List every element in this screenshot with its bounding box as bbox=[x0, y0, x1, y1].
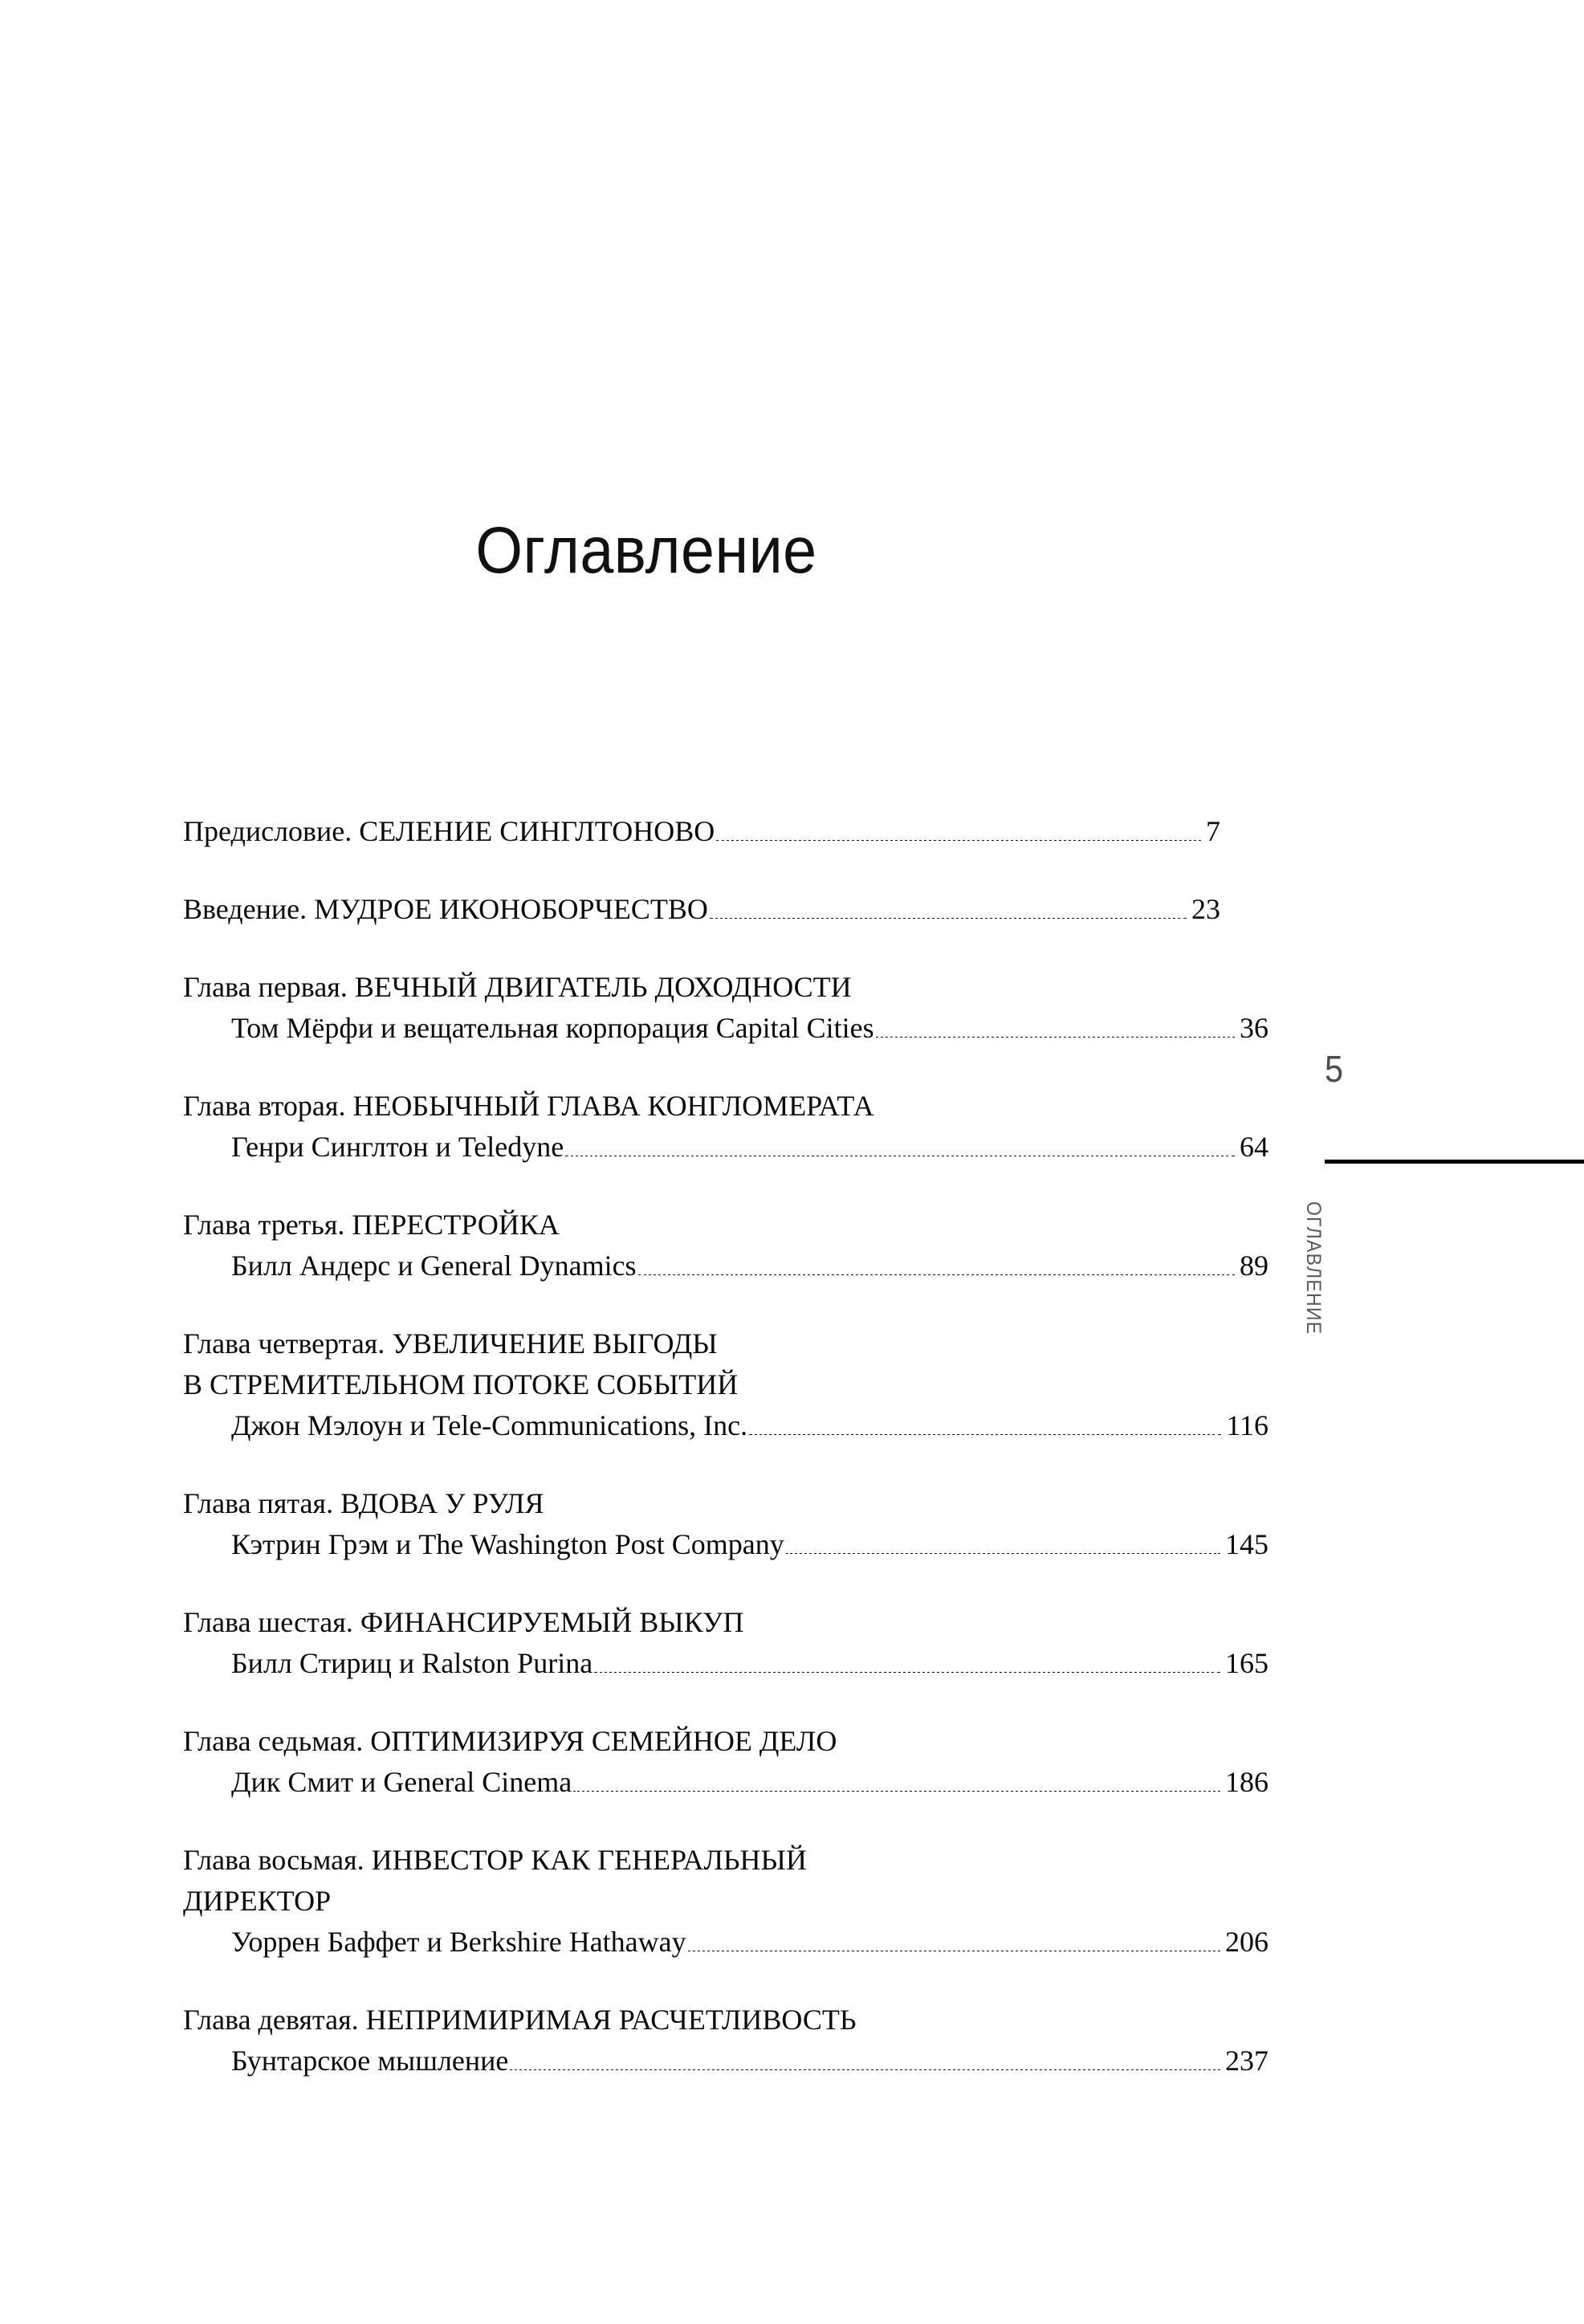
toc-entry[interactable] bbox=[183, 1483, 1268, 1565]
toc-entry[interactable] bbox=[183, 1086, 1268, 1168]
toc-subtitle: Билл Стириц и Ralston Purina bbox=[231, 1647, 593, 1679]
toc-entry[interactable] bbox=[183, 1721, 1268, 1803]
dot-leader bbox=[710, 918, 1187, 919]
toc-chapter-heading: Глава четвертая. УВЕЛИЧЕНИЕ ВЫГОДЫ bbox=[183, 1327, 718, 1360]
toc-page-number: 186 bbox=[1225, 1766, 1268, 1798]
toc-entry-title: Предисловие. СЕЛЕНИЕ СИНГЛТОНОВО bbox=[183, 815, 715, 847]
toc-entry-title: Введение. МУДРОЕ ИКОНОБОРЧЕСТВО bbox=[183, 893, 708, 925]
page-number: 5 bbox=[1325, 1048, 1344, 1090]
running-head-label: ОГЛАВЛЕНИЕ bbox=[1302, 1201, 1325, 1335]
toc-subtitle-line[interactable] bbox=[183, 1246, 1268, 1286]
toc-chapter-heading: Глава вторая. НЕОБЫЧНЫЙ ГЛАВА КОНГЛОМЕРАТА bbox=[183, 1090, 874, 1122]
toc-entry[interactable] bbox=[183, 1602, 1268, 1684]
toc-entry[interactable] bbox=[183, 889, 1220, 930]
toc-chapter-heading: Глава третья. ПЕРЕСТРОЙКА bbox=[183, 1209, 560, 1241]
toc-subtitle-line[interactable] bbox=[183, 1127, 1268, 1168]
toc-chapter-heading: Глава девятая. НЕПРИМИРИМАЯ РАСЧЕТЛИВОСТЬ bbox=[183, 2004, 857, 2036]
toc-subtitle-line[interactable] bbox=[183, 1008, 1268, 1049]
toc-chapter-heading: Глава восьмая. ИНВЕСТОР КАК ГЕНЕРАЛЬНЫЙ bbox=[183, 1844, 807, 1876]
toc-subtitle-line[interactable] bbox=[183, 2041, 1268, 2081]
toc-chapter-heading-line2: ДИРЕКТОР bbox=[183, 1885, 332, 1917]
toc-subtitle-line[interactable] bbox=[183, 1405, 1268, 1446]
toc-subtitle-line[interactable] bbox=[183, 1643, 1268, 1684]
dot-leader bbox=[638, 1274, 1235, 1275]
toc-subtitle: Билл Андерс и General Dynamics bbox=[231, 1250, 637, 1282]
toc-chapter-heading: Глава седьмая. ОПТИМИЗИРУЯ СЕМЕЙНОЕ ДЕЛО bbox=[183, 1725, 837, 1757]
toc-page-number: 206 bbox=[1225, 1926, 1268, 1958]
toc-entry-line[interactable] bbox=[183, 811, 1220, 852]
dot-leader bbox=[573, 1791, 1220, 1792]
toc-page-number: 7 bbox=[1206, 815, 1220, 847]
dot-leader bbox=[786, 1553, 1220, 1554]
toc-page-number: 237 bbox=[1225, 2045, 1268, 2077]
toc-subtitle: Джон Мэлоун и Tele-Communications, Inc. bbox=[231, 1409, 748, 1441]
toc-page-number: 64 bbox=[1240, 1131, 1268, 1163]
toc-subtitle-line[interactable] bbox=[183, 1922, 1268, 1963]
dot-leader bbox=[749, 1434, 1221, 1435]
toc-entry[interactable] bbox=[183, 2000, 1268, 2081]
toc-chapter-heading: Глава первая. ВЕЧНЫЙ ДВИГАТЕЛЬ ДОХОДНОСТИ bbox=[183, 971, 852, 1003]
toc-subtitle-line[interactable] bbox=[183, 1762, 1268, 1803]
toc-chapter-heading: Глава пятая. ВДОВА У РУЛЯ bbox=[183, 1487, 544, 1519]
dot-leader bbox=[876, 1037, 1235, 1038]
toc-chapter-heading: Глава шестая. ФИНАНСИРУЕМЫЙ ВЫКУП bbox=[183, 1606, 744, 1638]
toc-entry[interactable] bbox=[183, 967, 1268, 1049]
toc-page-number: 36 bbox=[1240, 1012, 1268, 1044]
margin-rule bbox=[1325, 1160, 1584, 1164]
toc-subtitle: Дик Смит и General Cinema bbox=[231, 1766, 572, 1798]
toc-subtitle-line[interactable] bbox=[183, 1524, 1268, 1565]
toc-page-number: 145 bbox=[1225, 1528, 1268, 1560]
toc-page-number: 89 bbox=[1240, 1250, 1268, 1282]
toc-entry[interactable] bbox=[183, 1205, 1268, 1286]
toc-subtitle: Кэтрин Грэм и The Washington Post Company bbox=[231, 1528, 784, 1560]
toc-page-number: 165 bbox=[1225, 1647, 1268, 1679]
toc-entry[interactable] bbox=[183, 1323, 1268, 1446]
toc-subtitle: Бунтарское мышление bbox=[231, 2045, 509, 2077]
toc-subtitle: Уоррен Баффет и Berkshire Hathaway bbox=[231, 1926, 686, 1958]
toc-subtitle: Том Мёрфи и вещательная корпорация Capital Cities bbox=[231, 1012, 874, 1044]
toc-subtitle: Генри Синглтон и Teledyne bbox=[231, 1131, 564, 1163]
toc-entry[interactable] bbox=[183, 811, 1220, 852]
toc-entry-line[interactable] bbox=[183, 889, 1220, 930]
dot-leader bbox=[510, 2069, 1220, 2070]
toc-entry[interactable] bbox=[183, 1840, 1268, 1963]
margin-column bbox=[1302, 0, 1584, 2324]
toc-page-number: 23 bbox=[1191, 893, 1220, 925]
dot-leader bbox=[594, 1672, 1220, 1673]
table-of-contents bbox=[183, 811, 1268, 2081]
dot-leader bbox=[716, 840, 1201, 841]
page-title: Оглавление bbox=[475, 514, 817, 587]
toc-page-number: 116 bbox=[1226, 1409, 1268, 1441]
toc-chapter-heading-line2: В СТРЕМИТЕЛЬНОМ ПОТОКЕ СОБЫТИЙ bbox=[183, 1368, 739, 1401]
